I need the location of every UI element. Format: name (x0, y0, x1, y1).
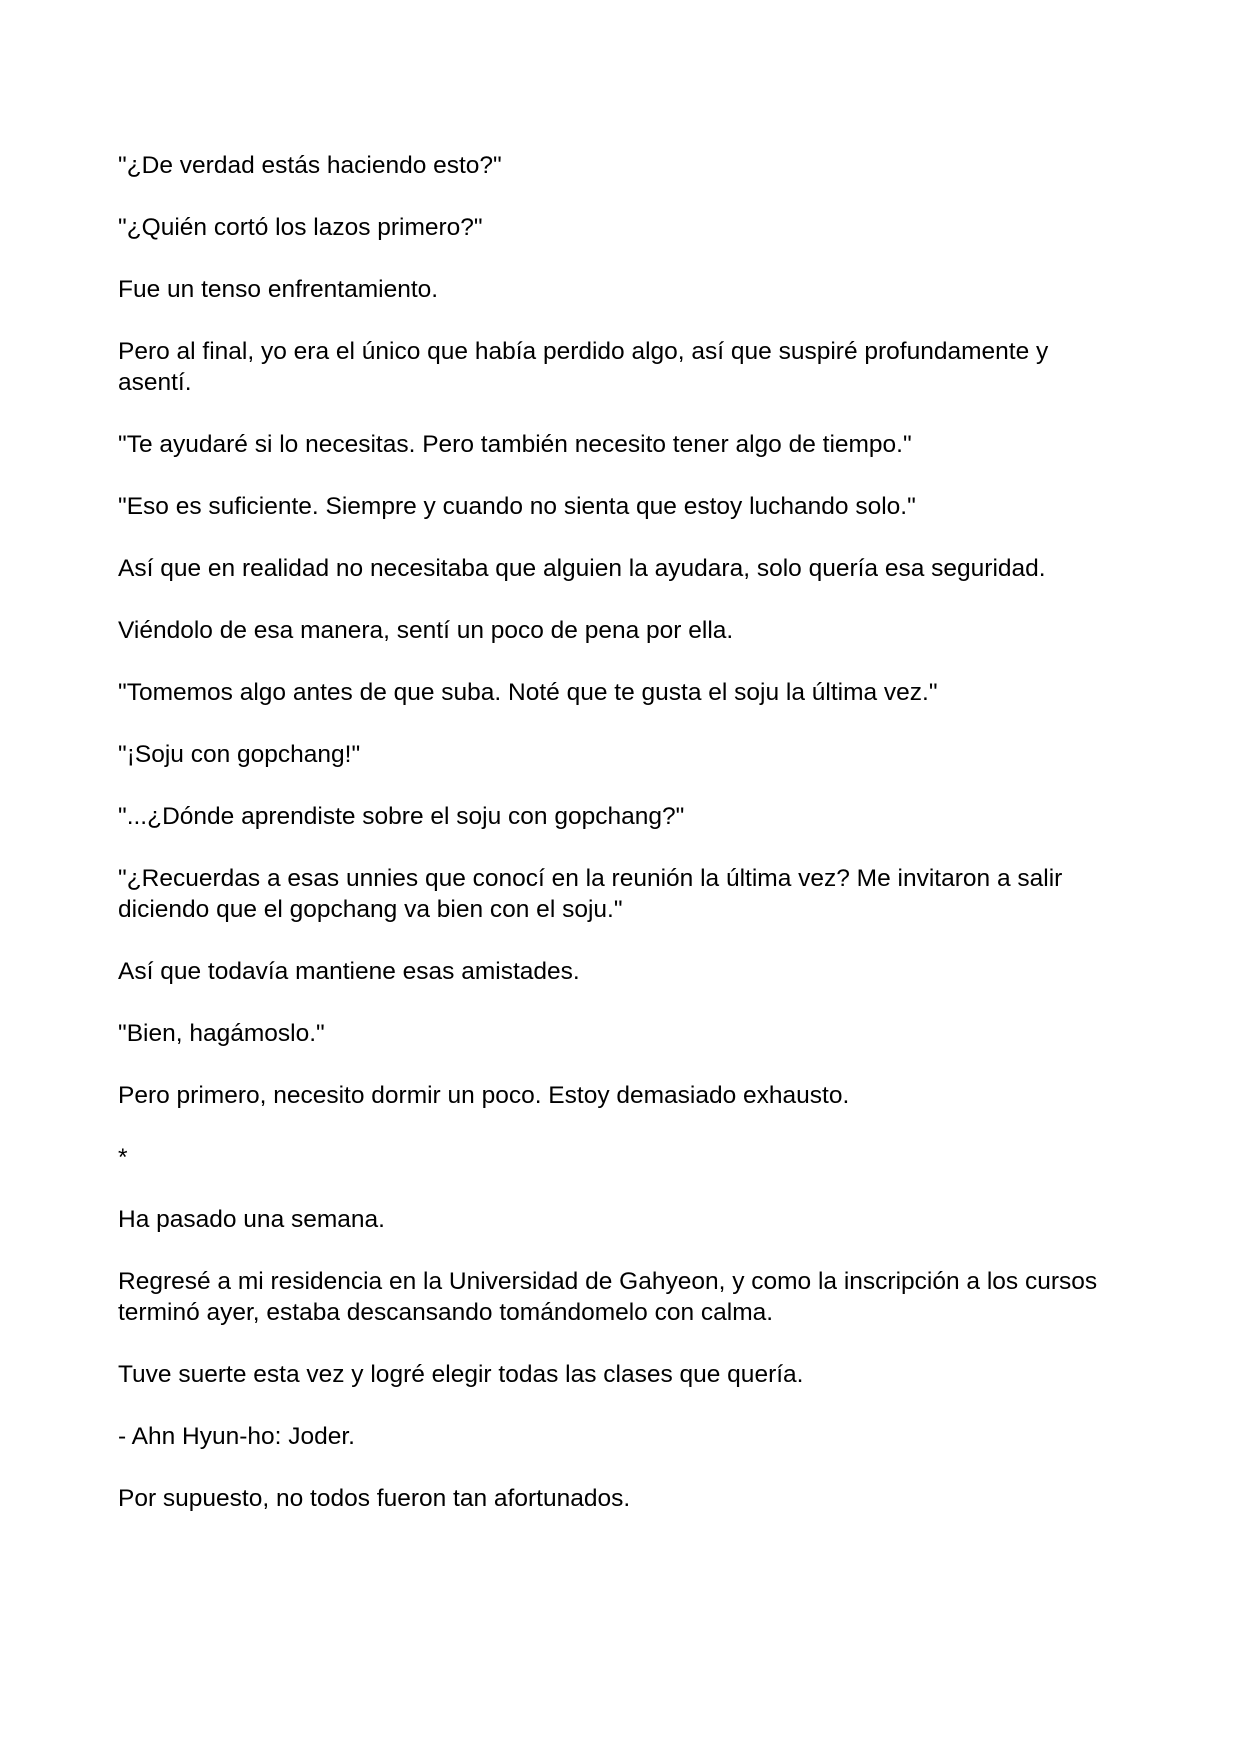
paragraph: "¿Quién cortó los lazos primero?" (118, 214, 483, 241)
paragraph: "Te ayudaré si lo necesitas. Pero también necesito tener algo de tiempo." (118, 431, 912, 458)
paragraph: "¡Soju con gopchang!" (118, 741, 361, 768)
paragraph: "¿De verdad estás haciendo esto?" (118, 152, 502, 179)
paragraph: Fue un tenso enfrentamiento. (118, 276, 439, 303)
scene-break: * (118, 1144, 128, 1171)
paragraph: - Ahn Hyun-ho: Joder. (118, 1423, 355, 1450)
paragraph: Pero primero, necesito dormir un poco. Estoy demasiado exhausto. (118, 1082, 850, 1109)
paragraph: Regresé a mi residencia en la Universidad de Gahyeon, y como la inscripción a los cursos terminó ayer, estaba descansando tomándomelo con calma. (118, 1268, 1098, 1326)
paragraph: Así que en realidad no necesitaba que alguien la ayudara, solo quería esa seguridad. (118, 555, 1046, 582)
paragraph: Así que todavía mantiene esas amistades. (118, 958, 580, 985)
paragraph: Ha pasado una semana. (118, 1206, 385, 1233)
paragraph: Pero al final, yo era el único que había perdido algo, así que suspiré profundamente y asentí. (118, 338, 1049, 396)
paragraph: "Eso es suficiente. Siempre y cuando no sienta que estoy luchando solo." (118, 493, 916, 520)
paragraph: "Tomemos algo antes de que suba. Noté que te gusta el soju la última vez." (118, 679, 938, 706)
paragraph: "Bien, hagámoslo." (118, 1020, 325, 1047)
paragraph: Viéndolo de esa manera, sentí un poco de pena por ella. (118, 617, 734, 644)
document-body (118, 150, 1128, 1545)
paragraph: "...¿Dónde aprendiste sobre el soju con gopchang?" (118, 803, 685, 830)
paragraph: Por supuesto, no todos fueron tan afortunados. (118, 1485, 631, 1512)
paragraph: Tuve suerte esta vez y logré elegir todas las clases que quería. (118, 1361, 804, 1388)
paragraph: "¿Recuerdas a esas unnies que conocí en la reunión la última vez? Me invitaron a salir diciendo que el gopchang va bien con el soju." (118, 865, 1063, 923)
